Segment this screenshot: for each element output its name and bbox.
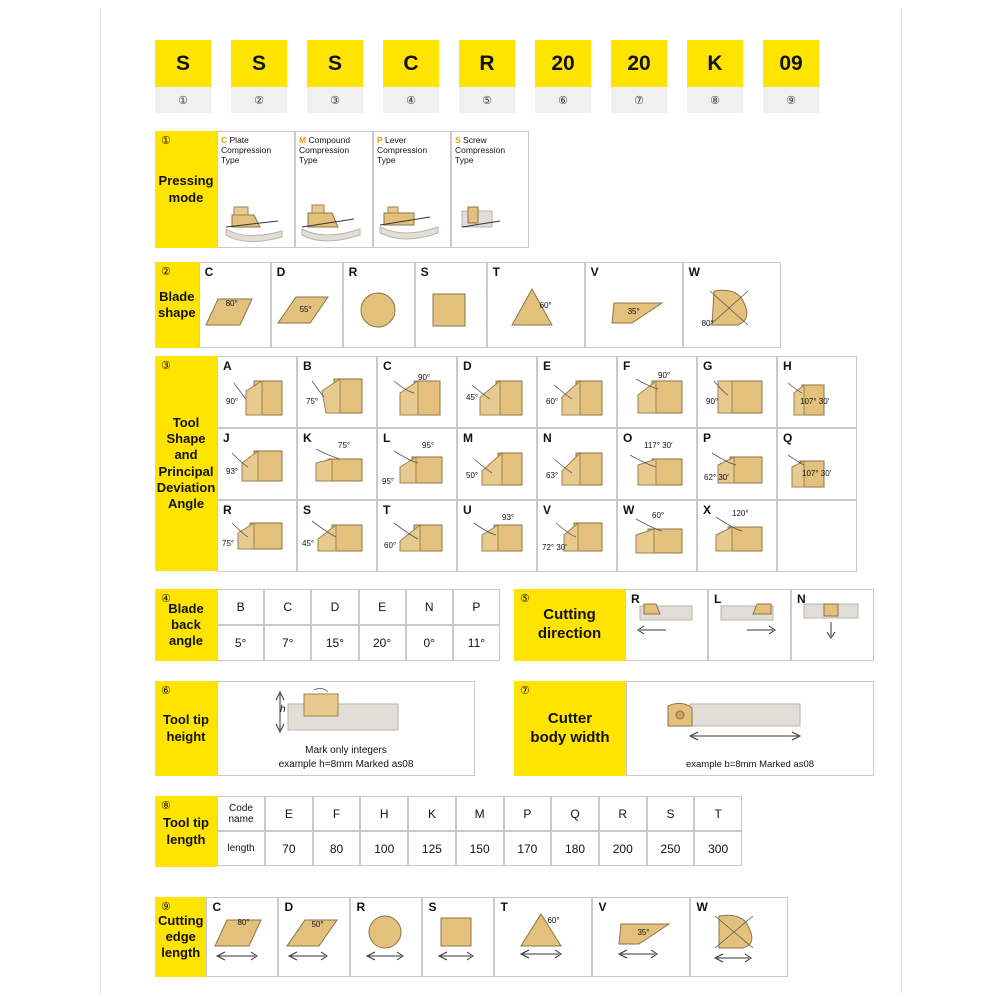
pressing-mode-head bbox=[374, 132, 450, 166]
tool-shape-cell bbox=[537, 428, 617, 500]
code-value: S bbox=[231, 40, 287, 87]
pressing-mode-text-line: Compression bbox=[221, 145, 272, 156]
row-header-code-name bbox=[217, 796, 265, 831]
tool-shape-letter: A bbox=[223, 359, 232, 373]
cutting-direction-letter: L bbox=[714, 592, 722, 606]
section-title-line: shape bbox=[158, 305, 196, 320]
pressing-mode-text-line: Plate bbox=[229, 135, 249, 145]
section-index: ④ bbox=[161, 593, 171, 605]
tool-tip-height-illustration bbox=[217, 681, 475, 776]
section-label-blade-back-angle bbox=[155, 589, 217, 661]
blade-back-angle-table bbox=[217, 589, 500, 661]
code-value: R bbox=[459, 40, 515, 87]
blade-shape-letter: V bbox=[590, 265, 599, 279]
cutting-edge-angle: 80° bbox=[237, 918, 250, 927]
tool-tip-length-value: 300 bbox=[694, 831, 742, 866]
cutting-edge-letter: D bbox=[284, 900, 294, 914]
tool-shape-cell bbox=[537, 356, 617, 428]
code-index: ⑧ bbox=[687, 87, 743, 113]
tool-shape-angle: 90° bbox=[226, 397, 239, 406]
cutting-direction-cell-l bbox=[708, 589, 791, 661]
section-tool-tip-height bbox=[155, 681, 475, 776]
section-title-line: mode bbox=[168, 189, 204, 205]
code-value: S bbox=[307, 40, 363, 87]
tool-shape-angle: 60° bbox=[384, 541, 397, 550]
blade-shape-letter: C bbox=[204, 265, 214, 279]
back-angle-value: 7° bbox=[264, 625, 311, 661]
cutting-direction-letter: N bbox=[797, 592, 806, 606]
tool-tip-length-code: M bbox=[456, 796, 504, 831]
section-title-line: and bbox=[174, 447, 198, 463]
cutting-edge-angle: 60° bbox=[547, 916, 560, 925]
back-angle-code: B bbox=[217, 589, 264, 625]
tool-tip-length-code: P bbox=[504, 796, 552, 831]
blade-shape-angle: 35° bbox=[627, 307, 640, 316]
blade-shape-icon-t bbox=[488, 263, 584, 345]
blade-shape-angle: 80° bbox=[225, 299, 238, 308]
section-title-line: length bbox=[161, 945, 201, 961]
cutting-edge-cell-s bbox=[422, 897, 494, 977]
section-label-tool-tip-height bbox=[155, 681, 217, 776]
cutting-edge-angle: 50° bbox=[311, 920, 324, 929]
tool-shape-icon bbox=[218, 429, 296, 499]
tool-tip-length-code: K bbox=[408, 796, 456, 831]
section-cutting-direction bbox=[514, 589, 874, 661]
tool-shape-angle: 45° bbox=[302, 539, 315, 548]
code-cell bbox=[611, 40, 667, 113]
tool-shape-cell bbox=[217, 500, 297, 572]
pressing-mode-letter: M bbox=[299, 135, 307, 145]
section-pressing-mode bbox=[155, 131, 530, 248]
pressing-mode-head bbox=[296, 132, 372, 166]
tool-shape-letter: W bbox=[623, 503, 635, 517]
pressing-mode-text-line: Lever bbox=[385, 135, 407, 145]
section-title-line: Shape bbox=[166, 431, 206, 446]
tool-shape-angle: 75° bbox=[306, 397, 319, 406]
tool-tip-length-code: F bbox=[313, 796, 361, 831]
blade-shape-cell-v bbox=[585, 262, 683, 348]
section-label-pressing-mode bbox=[155, 131, 217, 248]
tool-shape-letter: S bbox=[303, 503, 312, 517]
tool-shape-letter: K bbox=[303, 431, 312, 445]
tool-tip-height-note bbox=[218, 744, 474, 771]
tool-tip-length-value: 170 bbox=[504, 831, 552, 866]
tool-shape-angle: 75° bbox=[338, 441, 351, 450]
tool-tip-length-value: 100 bbox=[360, 831, 408, 866]
section-cutting-edge-length bbox=[155, 897, 775, 977]
section-index: ⑦ bbox=[520, 685, 530, 697]
tool-shape-letter: U bbox=[463, 503, 472, 517]
tool-shape-angle: 60° bbox=[652, 511, 665, 520]
tool-shape-letter: T bbox=[383, 503, 391, 517]
cutting-direction-cell-n bbox=[791, 589, 874, 661]
cutting-edge-cell-w bbox=[690, 897, 788, 977]
tool-shape-grid bbox=[217, 356, 857, 571]
tool-tip-length-value: 180 bbox=[551, 831, 599, 866]
code-index: ⑦ bbox=[611, 87, 667, 113]
tool-shape-angle: 45° bbox=[466, 393, 479, 402]
pressing-mode-icon-p bbox=[374, 187, 450, 247]
tool-shape-cell bbox=[377, 428, 457, 500]
code-value: 20 bbox=[611, 40, 667, 87]
section-title-line: Blade bbox=[168, 600, 204, 616]
tool-shape-cell bbox=[777, 428, 857, 500]
section-index: ⑧ bbox=[161, 800, 171, 812]
cutting-edge-letter: S bbox=[428, 900, 437, 914]
section-title-line: Tool tip bbox=[163, 815, 209, 831]
tool-shape-angle: 75° bbox=[222, 539, 235, 548]
code-value: S bbox=[155, 40, 211, 87]
section-index: ① bbox=[161, 135, 171, 147]
section-blade-back-angle bbox=[155, 589, 500, 661]
tool-shape-cell bbox=[297, 500, 377, 572]
tool-shape-cell bbox=[377, 356, 457, 428]
section-title-line: direction bbox=[537, 625, 602, 642]
back-angle-code: N bbox=[406, 589, 453, 625]
code-index: ② bbox=[231, 87, 287, 113]
back-angle-value: 5° bbox=[217, 625, 264, 661]
tool-tip-length-code: H bbox=[360, 796, 408, 831]
tool-shape-cell bbox=[617, 356, 697, 428]
pressing-mode-letter: P bbox=[377, 135, 383, 145]
back-angle-code: P bbox=[453, 589, 500, 625]
tool-tip-length-table bbox=[217, 796, 742, 867]
blade-shape-cell-c bbox=[199, 262, 271, 348]
blade-shape-letter: W bbox=[688, 265, 700, 279]
pressing-mode-text-line: Type bbox=[455, 155, 474, 166]
code-cell bbox=[687, 40, 743, 113]
cutting-edge-letter: C bbox=[212, 900, 222, 914]
tool-shape-cell bbox=[697, 356, 777, 428]
tool-shape-cell bbox=[217, 356, 297, 428]
cutting-edge-letter: T bbox=[500, 900, 508, 914]
tool-shape-cell bbox=[537, 500, 617, 572]
tool-shape-angle: 93° bbox=[502, 513, 515, 522]
section-title-line: body width bbox=[530, 728, 610, 746]
section-tool-shape bbox=[155, 356, 847, 571]
cutting-edge-letter: W bbox=[696, 900, 708, 914]
tool-shape-cell bbox=[697, 500, 777, 572]
cutter-body-width-note: example b=8mm Marked as08 bbox=[685, 759, 815, 770]
tool-shape-angle: 120° bbox=[732, 509, 749, 518]
pressing-mode-text-line: Type bbox=[377, 155, 396, 166]
tool-shape-letter: P bbox=[703, 431, 712, 445]
tool-shape-angle-secondary: 95° bbox=[382, 477, 395, 486]
code-index: ⑤ bbox=[459, 87, 515, 113]
tool-shape-angle: 90° bbox=[706, 397, 719, 406]
section-title-line: Pressing bbox=[158, 173, 214, 189]
pressing-mode-text-line: Compression bbox=[377, 145, 428, 156]
code-cell bbox=[231, 40, 287, 113]
blade-shape-angle: 60° bbox=[539, 301, 552, 310]
cutting-edge-cell-d bbox=[278, 897, 350, 977]
tool-shape-cell bbox=[377, 500, 457, 572]
tool-tip-length-value: 150 bbox=[456, 831, 504, 866]
pressing-mode-cell-c bbox=[217, 131, 295, 248]
pressing-mode-text-line: Screw bbox=[463, 135, 487, 145]
tool-shape-cell bbox=[297, 428, 377, 500]
section-title-line: length bbox=[166, 831, 206, 847]
tool-shape-angle: 117° 30′ bbox=[644, 441, 673, 450]
blade-shape-letter: D bbox=[276, 265, 286, 279]
blade-shape-icon-v bbox=[586, 263, 682, 345]
pressing-mode-text-line: Compression bbox=[455, 145, 506, 156]
tool-shape-angle: 90° bbox=[658, 371, 671, 380]
tool-shape-letter: N bbox=[543, 431, 552, 445]
pressing-mode-text-line: Type bbox=[221, 155, 240, 166]
cutting-edge-cell-t bbox=[494, 897, 592, 977]
tool-tip-length-value: 125 bbox=[408, 831, 456, 866]
cutting-edge-cell-r bbox=[350, 897, 422, 977]
back-angle-code: E bbox=[359, 589, 406, 625]
pressing-mode-icon-s bbox=[452, 187, 528, 247]
blade-shape-letter: R bbox=[348, 265, 358, 279]
tool-shape-angle: 62° 30′ bbox=[704, 473, 729, 482]
tool-shape-letter: B bbox=[303, 359, 312, 373]
pressing-mode-letter: S bbox=[455, 135, 461, 145]
tool-tip-height-icon bbox=[218, 686, 474, 742]
tool-shape-angle: 95° bbox=[422, 441, 435, 450]
pressing-mode-text-line: Compression bbox=[299, 145, 350, 156]
section-title-line: Principal bbox=[158, 463, 214, 479]
code-cell bbox=[307, 40, 363, 113]
section-index: ⑨ bbox=[161, 901, 171, 913]
section-title-line: Cutter bbox=[547, 709, 593, 727]
tool-shape-letter: D bbox=[463, 359, 472, 373]
blade-shape-angle: 80° bbox=[701, 319, 714, 328]
code-index: ⑨ bbox=[763, 87, 819, 113]
section-title-line: Blade bbox=[159, 288, 195, 304]
tool-shape-letter: C bbox=[383, 359, 392, 373]
tool-shape-cell bbox=[617, 428, 697, 500]
section-label-cutting-edge-length bbox=[155, 897, 206, 977]
row-header-length: length bbox=[217, 831, 265, 866]
section-cutter-body-width bbox=[514, 681, 874, 776]
code-cell bbox=[155, 40, 211, 113]
section-index: ② bbox=[161, 266, 171, 278]
tool-shape-letter: O bbox=[623, 431, 633, 445]
cutter-body-width-illustration bbox=[626, 681, 874, 776]
code-index: ① bbox=[155, 87, 211, 113]
row-header-line: name bbox=[228, 813, 254, 825]
tool-shape-angle: 93° bbox=[226, 467, 239, 476]
tool-shape-cell bbox=[697, 428, 777, 500]
section-title-line: Tool tip bbox=[163, 712, 209, 728]
code-value: 20 bbox=[535, 40, 591, 87]
tool-shape-letter: F bbox=[623, 359, 631, 373]
tool-tip-length-value: 250 bbox=[647, 831, 695, 866]
section-title-line: height bbox=[166, 728, 206, 744]
tool-tip-length-value: 80 bbox=[313, 831, 361, 866]
tool-shape-letter: L bbox=[383, 431, 391, 445]
section-label-blade-shape bbox=[155, 262, 199, 348]
pressing-mode-head bbox=[452, 132, 528, 166]
tool-tip-length-code: R bbox=[599, 796, 647, 831]
section-label-tool-tip-length bbox=[155, 796, 217, 867]
section-tool-tip-length bbox=[155, 796, 742, 867]
cutting-edge-cell-v bbox=[592, 897, 690, 977]
tool-shape-cell bbox=[297, 356, 377, 428]
blade-shape-letter: S bbox=[420, 265, 429, 279]
back-angle-value: 20° bbox=[359, 625, 406, 661]
section-title-line: Cutting bbox=[543, 606, 596, 624]
back-angle-code: C bbox=[264, 589, 311, 625]
cutting-direction-letter: R bbox=[631, 592, 640, 606]
pressing-mode-text-line: Type bbox=[299, 155, 318, 166]
tool-shape-letter: V bbox=[543, 503, 552, 517]
tool-shape-cell bbox=[777, 356, 857, 428]
tool-shape-angle: 107° 30′ bbox=[800, 397, 830, 406]
blade-shape-cell-s bbox=[415, 262, 487, 348]
code-cell bbox=[763, 40, 819, 113]
tool-tip-length-value: 70 bbox=[265, 831, 313, 866]
section-title-line: back angle bbox=[169, 616, 203, 649]
blade-shape-letter: T bbox=[492, 265, 500, 279]
pressing-mode-cell-m bbox=[295, 131, 373, 248]
tool-shape-letter: R bbox=[223, 503, 232, 517]
section-index: ⑥ bbox=[161, 685, 171, 697]
cutting-edge-angle: 35° bbox=[637, 928, 650, 937]
section-label-tool-shape bbox=[155, 356, 217, 571]
tool-shape-angle: 60° bbox=[546, 397, 559, 406]
pressing-mode-icon-c bbox=[218, 187, 294, 247]
tool-shape-letter: E bbox=[543, 359, 552, 373]
code-value: C bbox=[383, 40, 439, 87]
tool-shape-letter: X bbox=[703, 503, 712, 517]
code-cell bbox=[383, 40, 439, 113]
code-index: ④ bbox=[383, 87, 439, 113]
tool-shape-cell bbox=[457, 428, 537, 500]
tool-tip-length-code: E bbox=[265, 796, 313, 831]
section-title-line: Angle bbox=[167, 496, 205, 511]
code-index: ③ bbox=[307, 87, 363, 113]
tool-shape-angle: 107° 30′ bbox=[802, 469, 832, 478]
section-label-cutting-direction bbox=[514, 589, 625, 661]
code-cell bbox=[459, 40, 515, 113]
tool-shape-angle: 63° bbox=[546, 471, 559, 480]
tool-shape-angle: 72° 30′ bbox=[542, 543, 567, 552]
tool-tip-length-value: 200 bbox=[599, 831, 647, 866]
code-cell bbox=[535, 40, 591, 113]
section-index: ③ bbox=[161, 360, 171, 372]
row-header-line: Code bbox=[229, 802, 253, 814]
code-value: K bbox=[687, 40, 743, 87]
tool-shape-letter: H bbox=[783, 359, 792, 373]
tool-tip-length-code: S bbox=[647, 796, 695, 831]
blade-shape-cell-d bbox=[271, 262, 343, 348]
tool-shape-cell bbox=[617, 500, 697, 572]
section-title-line: Tool bbox=[172, 414, 200, 430]
pressing-mode-cell-p bbox=[373, 131, 451, 248]
pressing-mode-cell-s bbox=[451, 131, 529, 248]
blade-shape-cell-t bbox=[487, 262, 585, 348]
note-line: Mark only integers bbox=[305, 745, 387, 756]
section-index: ⑤ bbox=[520, 593, 530, 605]
cutting-edge-icon-t bbox=[495, 898, 591, 974]
tool-shape-letter: G bbox=[703, 359, 713, 373]
tool-tip-length-code: Q bbox=[551, 796, 599, 831]
tool-shape-angle: 90° bbox=[418, 373, 431, 382]
section-title-line: Cutting bbox=[158, 912, 204, 928]
back-angle-value: 15° bbox=[311, 625, 358, 661]
tool-shape-cell bbox=[457, 356, 537, 428]
cutting-edge-letter: V bbox=[598, 900, 607, 914]
blade-shape-cell-r bbox=[343, 262, 415, 348]
tool-shape-angle: 50° bbox=[466, 471, 479, 480]
blade-shape-angle: 55° bbox=[299, 305, 312, 314]
cutting-edge-letter: R bbox=[356, 900, 366, 914]
note-line: example h=8mm Marked as08 bbox=[278, 758, 414, 770]
code-value: 09 bbox=[763, 40, 819, 87]
section-title-line: Deviation bbox=[156, 479, 216, 495]
back-angle-value: 0° bbox=[406, 625, 453, 661]
section-label-cutter-body-width bbox=[514, 681, 626, 776]
tool-shape-letter: Q bbox=[783, 431, 793, 445]
blade-shape-cell-w bbox=[683, 262, 781, 348]
code-index: ⑥ bbox=[535, 87, 591, 113]
back-angle-code: D bbox=[311, 589, 358, 625]
pressing-mode-head bbox=[218, 132, 294, 166]
pressing-mode-text-line: Compound bbox=[308, 135, 351, 145]
section-blade-shape bbox=[155, 262, 775, 348]
back-angle-value: 11° bbox=[453, 625, 500, 661]
cutter-body-width-icon bbox=[640, 688, 860, 746]
section-title-line: edge bbox=[165, 928, 196, 944]
tool-shape-cell-empty bbox=[777, 500, 857, 572]
tool-shape-cell bbox=[457, 500, 537, 572]
code-row bbox=[155, 40, 819, 113]
tool-shape-letter: M bbox=[463, 431, 473, 445]
tool-tip-length-code: T bbox=[694, 796, 742, 831]
tool-shape-letter: J bbox=[223, 431, 230, 445]
cutting-direction-cell-r bbox=[625, 589, 708, 661]
tool-tip-height-dim-label: h bbox=[280, 704, 286, 715]
pressing-mode-icon-m bbox=[296, 187, 372, 247]
tool-shape-cell bbox=[217, 428, 297, 500]
cutting-edge-cell-c bbox=[206, 897, 278, 977]
pressing-mode-letter: C bbox=[221, 135, 228, 145]
